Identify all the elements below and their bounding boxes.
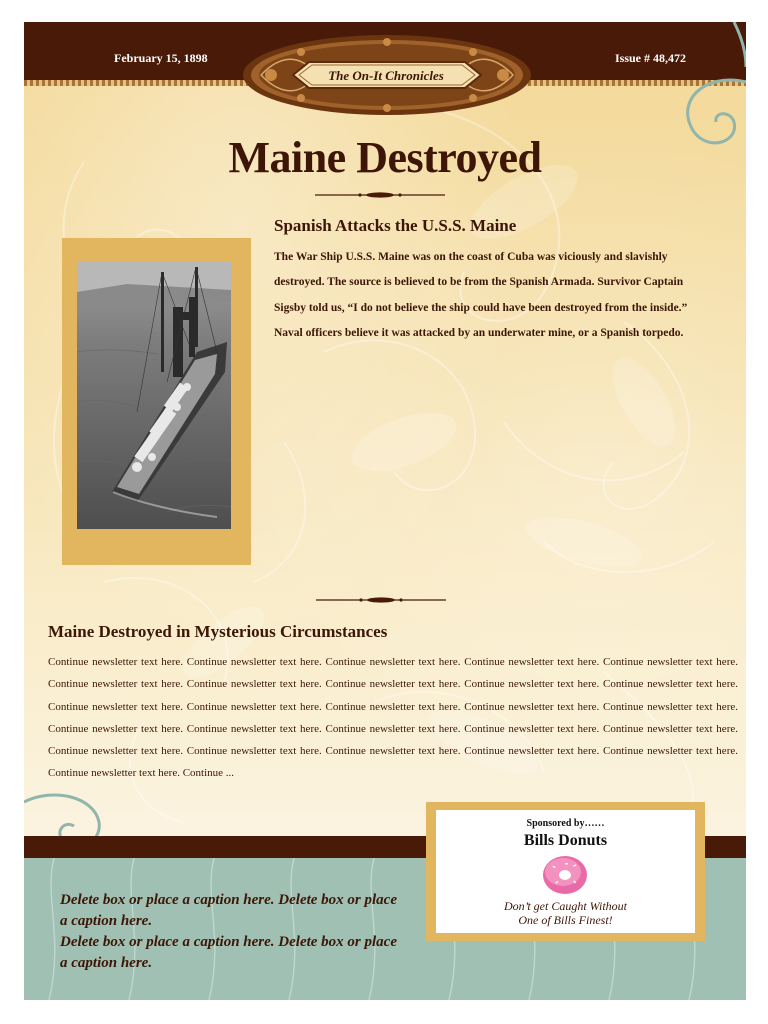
slogan-line: One of Bills Finest! [518,913,613,927]
sponsored-by-label: Sponsored by…… [526,818,605,829]
sponsor-name: Bills Donuts [523,832,608,849]
article-body-secondary: Continue newsletter text here. Continue newsletter text here. Continue newsletter text here. Continue newsletter text here. Continue newsletter text here. Continue newsletter text here. Continue newsletter text here. Continue newsletter text here. Continue newsletter text here. Continue newsletter text here. Continue newsletter text here. Continue newsletter text here. Continue newsletter text here. Continue newsletter text here. Continue newsletter text here. Continue newsletter text here. Continue newsletter text here. Continue newsletter text here. Continue newsletter text here. Continue newsletter text here. Continue newsletter text here. Continue newsletter text here. Continue newsletter text here. Continue newsletter text here. Continue newsletter text here. Continue newsletter text here. Continue ... [48,656,738,780]
ornamental-divider [315,191,445,199]
sponsor-slogan [436,899,695,927]
newspaper-name: The On-It Chronicles [328,68,444,83]
sponsor-box [436,810,695,933]
battleship-photo [77,262,231,529]
issue-number: Issue # 48,472 [614,51,686,65]
article-heading: Spanish Attacks the U.S.S. Maine [274,216,517,235]
slogan-line: Don’t get Caught Without [504,899,627,913]
article-body: The War Ship U.S.S. Maine was on the coast of Cuba was viciously and slavishly destroyed. The source is believed to be from the Spanish Armada. Survivor Captain Sigsby told us, “I do not believe the ship could have been destroyed from the inside.” Naval officers believe it was attacked by an underwater mine, or a Spanish torpedo. [274,251,688,340]
newsletter-page [24,22,746,1000]
main-headline: Maine Destroyed [228,133,542,182]
caption-line: Delete box or place a caption here. Delete box or place a caption here. [60,934,398,971]
ornamental-divider [316,596,446,604]
donut-icon [541,854,589,896]
caption-text [60,890,405,974]
caption-line: Delete box or place a caption here. Delete box or place a caption here. [60,892,398,929]
issue-date: February 15, 1898 [114,51,208,65]
article-heading-secondary: Maine Destroyed in Mysterious Circumstances [48,622,388,641]
